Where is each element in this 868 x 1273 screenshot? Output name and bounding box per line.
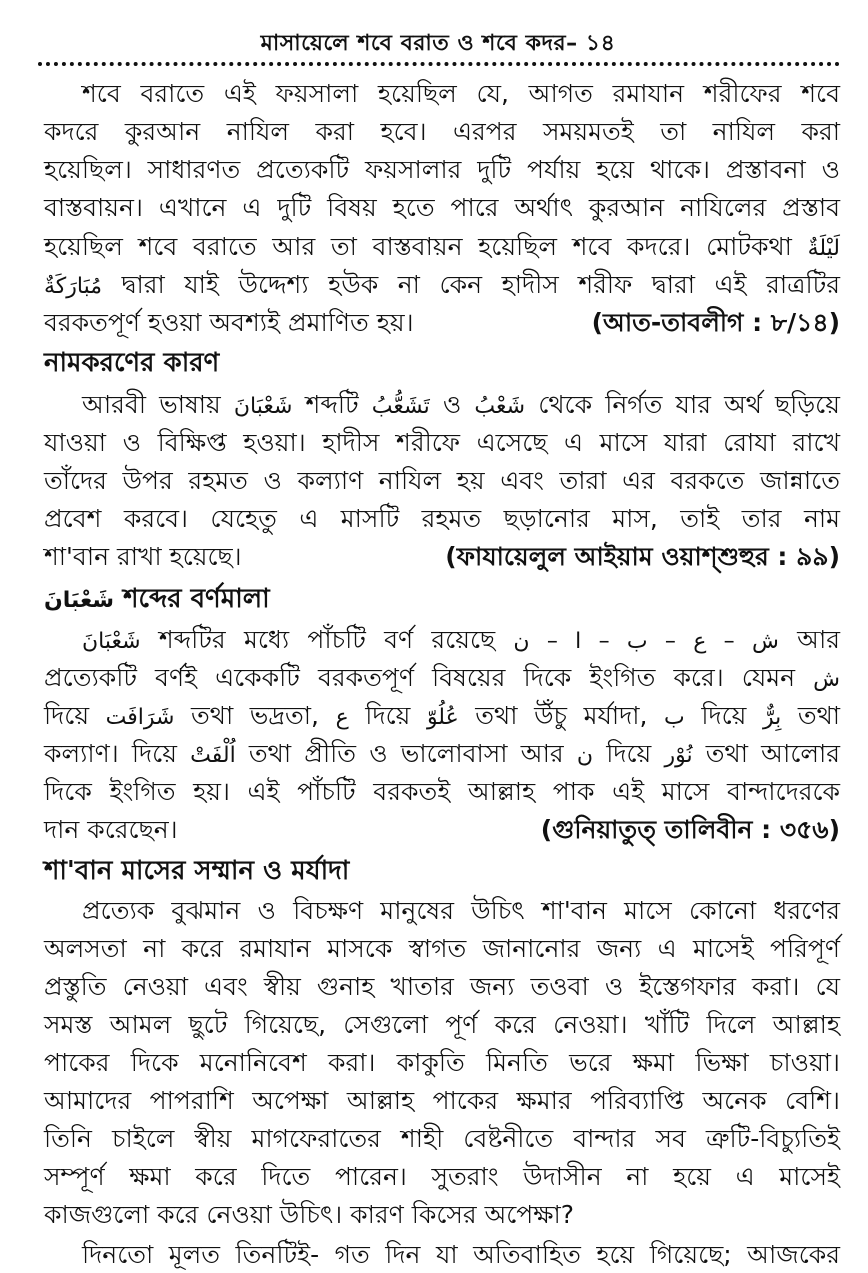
paragraph-line: অলসতা না করে রমাযান মাসকে স্বাগত জানানোর জন্য এ মাসেই পরিপূর্ণ <box>44 934 840 963</box>
paragraph-line: দিনতো মূলত তিনটিই- গত দিন যা অতিবাহিত হয়ে গিয়েছে; আজকের <box>82 1240 840 1269</box>
arabic-word: شَعْبَانَ <box>82 629 141 654</box>
line-text: ও <box>442 390 462 419</box>
line-text: দ্বারা যাই উদ্দেশ্য হউক না কেন হাদীস শরীফ দ্বারা এই রাত্রটির <box>121 270 840 299</box>
paragraph-line <box>44 698 840 736</box>
citation: (গুনিয়াতুত্ তালিবীন : ৩৫৬) <box>540 815 840 844</box>
paragraph-line: দিকে ইংগিত হয়। এই পাঁচটি বরকতই আল্লাহ পাক এই মাসে বান্দাদেরকে <box>44 777 840 806</box>
heading-text: শব্দের বর্ণমালা <box>123 584 270 614</box>
paragraph-line: আমাদের পাপরাশি অপেক্ষা আল্লাহ পাকের ক্ষমার পরিব্যাপ্তি অনেক বেশি। <box>44 1086 840 1115</box>
line-text: দান করেছেন। <box>44 815 178 844</box>
citation: (ফাযায়েলুল আইয়াম ওয়াশ্শুহুর : ৯৯) <box>445 542 840 571</box>
section-heading-honor: শা'বান মাসের সম্মান ও মর্যাদা <box>44 856 350 886</box>
paragraph-line <box>44 660 840 698</box>
arabic-word: شَعْبَانَ <box>44 588 115 613</box>
arabic-word: عُلُوّ <box>426 705 459 730</box>
line-text: তথা উঁচু মর্যাদা, <box>475 701 648 730</box>
citation: (আত-তাবলীগ : ৮/১৪) <box>591 308 840 337</box>
line-text: প্রত্যেকটি বর্ণই একেকটি বরকতপূর্ণ বিষয়ের দিকে ইংগিত করে। যেমন <box>44 663 796 692</box>
arabic-word: شَعْبَانَ <box>233 394 293 419</box>
paragraph-line: কাজগুলো করে নেওয়া উচিৎ। কারণ কিসের অপেক্ষা? <box>44 1200 575 1229</box>
arabic-word: تَشَعُّبُ <box>371 394 430 419</box>
paragraph-line: যাওয়া ও বিক্ষিপ্ত হওয়া। হাদীস শরীফে এসেছে এ মাসে যারা রোযা রাখে <box>44 428 840 457</box>
paragraph-line: শবে বরাতে এই ফয়সালা হয়েছিল যে, আগত রমাযান শরীফের শবে <box>82 79 840 108</box>
line-text: আরবী ভাষায় <box>82 390 221 419</box>
line-text: শা'বান রাখা হয়েছে। <box>44 542 242 571</box>
line-text: তথা প্রীতি ও ভালোবাসা আর <box>248 739 564 768</box>
line-text: শব্দটি <box>305 390 359 419</box>
paragraph-line: সমস্ত আমল ছুটে গিয়েছে, সেগুলো পূর্ণ করে নেওয়া। খাঁটি দিলে আল্লাহ <box>44 1010 840 1039</box>
paragraph-line: তাঁদের উপর রহমত ও কল্যাণ নাযিল হয় এবং তারা এর বরকতে জান্নাতে <box>44 466 840 495</box>
arabic-letter: ب <box>664 705 685 730</box>
line-text: কল্যাণ। দিয়ে <box>44 739 177 768</box>
line-text: দিয়ে <box>365 701 411 730</box>
paragraph-line <box>44 736 840 774</box>
arabic-letter: ع <box>335 705 349 730</box>
arabic-word: لَيْلَةٌ <box>807 236 840 261</box>
arabic-letters: ش – ع – ب – ا – ن <box>513 629 779 654</box>
arabic-word: بِرٌّ <box>762 705 782 730</box>
paragraph-line: তিনি চাইলে স্বীয় মাগফেরাতের শাহী বেষ্টনীতে বান্দার সব ত্রুটি-বিচ্যুতিই <box>44 1124 840 1153</box>
arabic-word: اُلْفَتْ <box>190 743 236 768</box>
line-text: তথা আলোর <box>705 739 841 768</box>
paragraph-line <box>44 305 840 341</box>
line-text: দিয়ে <box>606 739 652 768</box>
paragraph-line: পাকের দিকে মনোনিবেশ করা। কাকুতি মিনতি ভরে ক্ষমা ভিক্ষা চাওয়া। <box>44 1048 840 1077</box>
paragraph-line: সম্পূর্ণ ক্ষমা করে দিতে পারেন। সুতরাং উদাসীন না হয়ে এ মাসেই <box>44 1162 840 1191</box>
arabic-word: مُبَارَكَةٌ <box>44 274 103 299</box>
dotted-divider <box>38 62 840 66</box>
line-text: বরকতপূর্ণ হওয়া অবশ্যই প্রমাণিত হয়। <box>44 308 414 337</box>
line-text: হয়েছিল শবে বরাতে আর তা বাস্তবায়ন হয়েছিল শবে কদরে। মোটকথা <box>44 232 792 261</box>
running-header: মাসায়েলে শবে বরাত ও শবে কদর– ১৪ <box>260 31 616 56</box>
arabic-letter: ش <box>813 667 840 692</box>
arabic-word: شَرَافَت <box>105 705 175 730</box>
line-text: তথা <box>797 701 841 730</box>
paragraph-line: বাস্তবায়ন। এখানে এ দুটি বিষয় হতে পারে অর্থাৎ কুরআন নাযিলের প্রস্তাব <box>44 193 840 222</box>
section-heading-letters <box>44 581 840 619</box>
line-text: থেকে নির্গত যার অর্থ ছড়িয়ে <box>538 390 840 419</box>
paragraph-line <box>82 387 840 425</box>
paragraph-line: হয়েছিল। সাধারণত প্রত্যেকটি ফয়সালার দুটি পর্যায় হয়ে থাকে। প্রস্তাবনা ও <box>44 155 840 184</box>
line-text: দিয়ে <box>44 701 90 730</box>
line-text: দিয়ে <box>701 701 747 730</box>
paragraph-line <box>44 812 840 848</box>
section-heading-naming: নামকরণের কারণ <box>44 348 220 378</box>
paragraph-line: কদরে কুরআন নাযিল করা হবে। এরপর সময়মতই তা নাযিল করা <box>44 117 840 146</box>
paragraph-line <box>44 267 840 305</box>
arabic-word: نُوْر <box>664 743 693 768</box>
arabic-word: شَعْبُ <box>474 394 526 419</box>
paragraph-line: প্রবেশ করবে। যেহেতু এ মাসটি রহমত ছড়ানোর মাস, তাই তার নাম <box>44 504 840 533</box>
paragraph-line: প্রস্তুতি নেওয়া এবং স্বীয় গুনাহ খাতার জন্য তওবা ও ইস্তেগফার করা। যে <box>44 972 840 1001</box>
line-text: তথা ভদ্রতা, <box>191 701 319 730</box>
paragraph-line <box>82 622 840 660</box>
paragraph-line: প্রত্যেক বুঝমান ও বিচক্ষণ মানুষের উচিৎ শা'বান মাসে কোনো ধরণের <box>82 896 840 925</box>
paragraph-line <box>44 229 840 267</box>
line-text: শব্দটির মধ্যে পাঁচটি বর্ণ রয়েছে <box>158 625 496 654</box>
paragraph-line <box>44 539 840 575</box>
line-text: আর <box>797 625 840 654</box>
arabic-letter: ن <box>576 743 593 768</box>
